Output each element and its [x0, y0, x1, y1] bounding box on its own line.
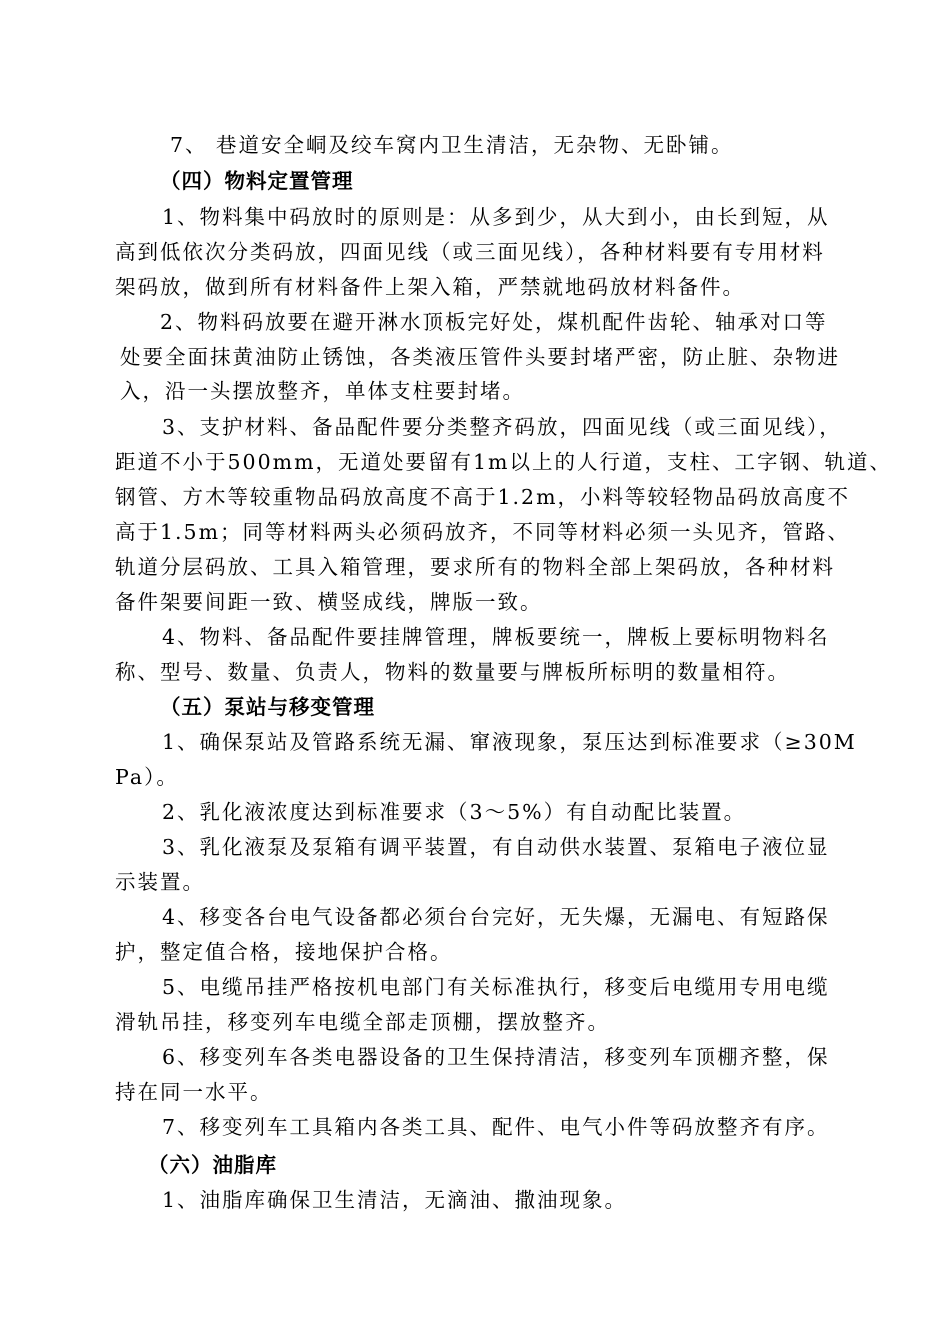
paragraph-line: 持在同一水平。	[115, 1080, 273, 1104]
paragraph-line: 滑轨吊挂，移变列车电缆全部走顶棚，摆放整齐。	[115, 1010, 610, 1034]
paragraph-line: 处要全面抹黄油防止锈蚀，各类液压管件头要封堵严密，防止脏、杂物进	[120, 345, 840, 369]
paragraph-line: 入，沿一头摆放整齐，单体支柱要封堵。	[120, 379, 525, 403]
paragraph-line: 护，整定值合格，接地保护合格。	[115, 940, 453, 964]
paragraph-line: 7、移变列车工具箱内各类工具、配件、电气小件等码放整齐有序。	[162, 1115, 830, 1139]
section-5-heading: （五）泵站与移变管理	[160, 695, 375, 719]
paragraph-line: Pa）。	[115, 765, 179, 789]
paragraph-line: 6、移变列车各类电器设备的卫生保持清洁，移变列车顶棚齐整，保	[162, 1045, 830, 1069]
paragraph-line: 2、乳化液浓度达到标准要求（3～5%）有自动配比装置。	[162, 800, 747, 824]
paragraph-line: 轨道分层码放、工具入箱管理，要求所有的物料全部上架码放，各种材料	[115, 555, 835, 579]
paragraph-line: 高于1.5m；同等材料两头必须码放齐，不同等材料必须一头见齐，管路、	[115, 520, 851, 544]
paragraph-line: 称、型号、数量、负责人，物料的数量要与牌板所标明的数量相符。	[115, 660, 790, 684]
paragraph-line: 距道不小于500mm，无道处要留有1m以上的人行道，支柱、工字钢、轨道、	[115, 450, 892, 474]
paragraph-line: 1、确保泵站及管路系统无漏、窜液现象，泵压达到标准要求（≥30M	[162, 730, 857, 754]
item-7-tunnel: 7、 巷道安全峒及绞车窝内卫生清洁，无杂物、无卧铺。	[170, 133, 734, 157]
paragraph-line: 4、移变各台电气设备都必须台台完好，无失爆，无漏电、有短路保	[162, 905, 830, 929]
paragraph-line: 示装置。	[115, 870, 205, 894]
paragraph-line: 高到低依次分类码放，四面见线（或三面见线），各种材料要有专用材料	[115, 240, 825, 264]
paragraph-line: 备件架要间距一致、横竖成线，牌版一致。	[115, 590, 543, 614]
paragraph-line: 2、物料码放要在避开淋水顶板完好处，煤机配件齿轮、轴承对口等	[160, 310, 828, 334]
paragraph-line: 5、电缆吊挂严格按机电部门有关标准执行，移变后电缆用专用电缆	[162, 975, 830, 999]
paragraph-line: 1、物料集中码放时的原则是：从多到少，从大到小，由长到短，从	[162, 205, 830, 229]
paragraph-line: 3、乳化液泵及泵箱有调平装置，有自动供水装置、泵箱电子液位显	[162, 835, 830, 859]
paragraph-line: 4、物料、备品配件要挂牌管理，牌板要统一，牌板上要标明物料名	[162, 625, 830, 649]
paragraph-line: 1、油脂库确保卫生清洁，无滴油、撒油现象。	[162, 1188, 628, 1212]
section-6-heading: （六）油脂库	[148, 1153, 277, 1177]
paragraph-line: 架码放，做到所有材料备件上架入箱，严禁就地码放材料备件。	[115, 275, 745, 299]
section-4-heading: （四）物料定置管理	[160, 169, 354, 193]
paragraph-line: 3、支护材料、备品配件要分类整齐码放，四面见线（或三面见线），	[162, 415, 842, 439]
paragraph-line: 钢管、方木等较重物品码放高度不高于1.2m，小料等较轻物品码放高度不	[115, 485, 851, 509]
